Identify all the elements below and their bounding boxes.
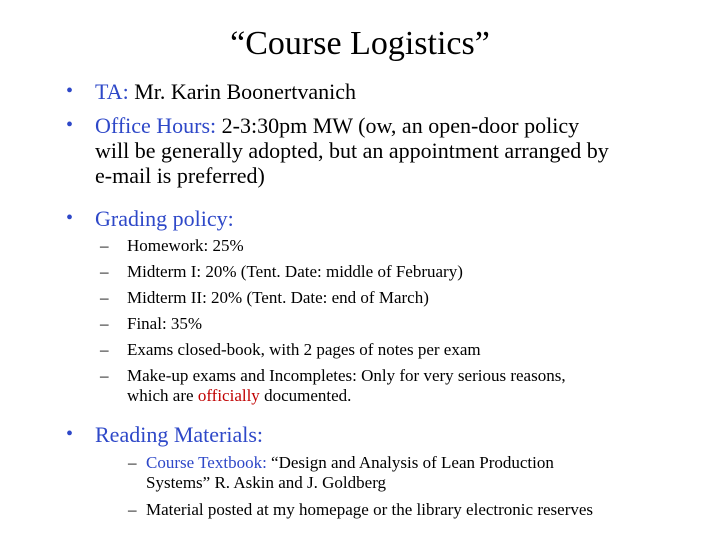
makeup-officially: officially — [197, 386, 260, 405]
dash-icon: – — [128, 453, 137, 472]
makeup-line1: Make-up exams and Incompletes: Only for very serious reasons, — [127, 366, 566, 385]
bullet-dot-icon: • — [66, 114, 74, 136]
makeup-line2-post: documented. — [259, 386, 352, 405]
makeup-line2-pre: which are — [127, 386, 198, 405]
bullet-dot-icon: • — [66, 423, 74, 445]
office-hours-line3: e-mail is preferred) — [95, 163, 265, 188]
reading-materials-label: Reading Materials: — [95, 422, 264, 447]
textbook-label: Course Textbook: — [146, 453, 267, 472]
dash-icon: – — [100, 314, 109, 333]
dash-icon: – — [128, 500, 137, 519]
ta-label: TA: — [95, 79, 129, 104]
grading-item-text: Midterm II: 20% (Tent. Date: end of March) — [127, 288, 429, 307]
ta-value: Mr. Karin Boonertvanich — [128, 79, 356, 104]
dash-icon: – — [100, 262, 109, 281]
material-text: Material posted at my homepage or the library electronic reserves — [146, 500, 594, 519]
office-hours-line2: will be generally adopted, but an appointment arranged by — [95, 138, 609, 163]
office-hours-label: Office Hours: — [95, 113, 217, 138]
dash-icon: – — [100, 366, 109, 385]
grading-item-text: Homework: 25% — [127, 236, 244, 255]
grading-item-text: Exams closed-book, with 2 pages of notes per exam — [127, 340, 481, 359]
grading-policy-label: Grading policy: — [95, 206, 234, 231]
textbook-line2: Systems” R. Askin and J. Goldberg — [146, 473, 387, 492]
dash-icon: – — [100, 236, 109, 255]
grading-item-text: Final: 35% — [127, 314, 203, 333]
bullet-dot-icon: • — [66, 207, 74, 229]
dash-icon: – — [100, 288, 109, 307]
slide-title: “Course Logistics” — [230, 25, 490, 62]
office-hours-line1: 2-3:30pm MW (ow, an open-door policy — [216, 113, 580, 138]
bullet-dot-icon: • — [66, 80, 74, 102]
dash-icon: – — [100, 340, 109, 359]
grading-item-text: Midterm I: 20% (Tent. Date: middle of February) — [127, 262, 463, 281]
textbook-line1: “Design and Analysis of Lean Production — [266, 453, 554, 472]
